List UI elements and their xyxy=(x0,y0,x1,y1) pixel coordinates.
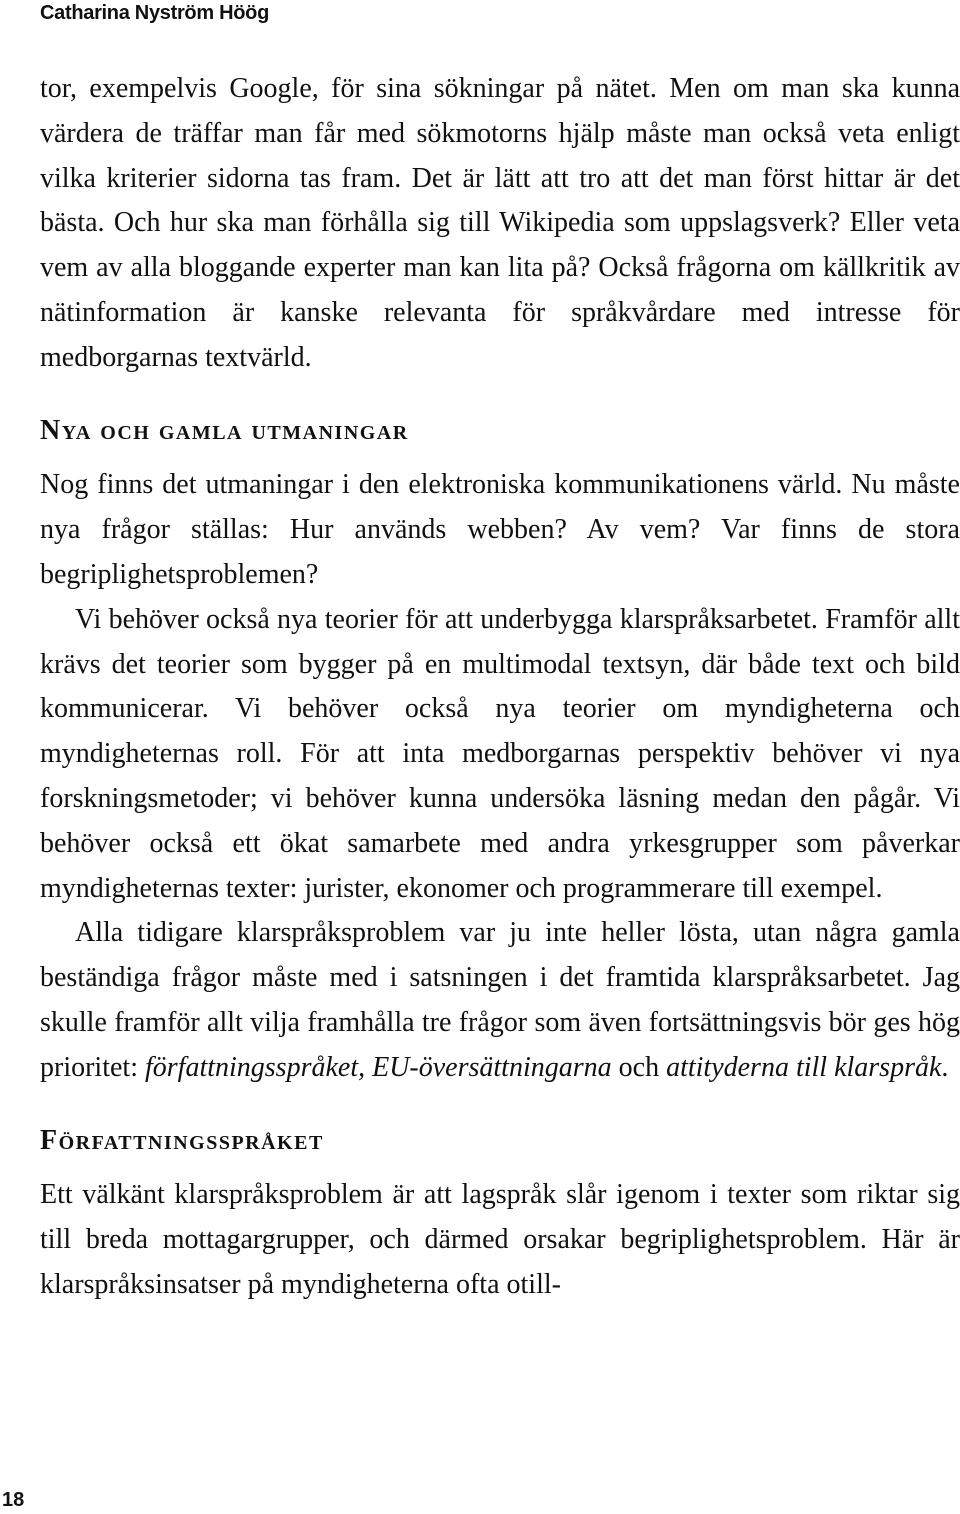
paragraph-klarsprak-fragor xyxy=(40,911,960,1090)
section-heading-forfattningsspraket: Författningsspråket xyxy=(40,1124,324,1156)
emphasis-attityderna: attityderna till klarspråk xyxy=(666,1051,942,1083)
paragraph-intro: tor, exempelvis Google, för sina sökningar på nätet. Men om man ska kunna värdera de träffar man får med sökmotorns hjälp måste man också veta enligt vilka kriterier sidorna tas fram. Det är lätt att tro att det man först hittar är det bästa. Och hur ska man förhålla sig till Wikipedia som uppslagsverk? Eller veta vem av alla bloggande experter man kan lita på? Också frågorna om källkritik av nätinformation är kanske relevanta för språkvårdare med intresse för medborgarnas textvärld. xyxy=(40,73,960,373)
paragraph-klarsprak-fragor-end: . xyxy=(941,1051,949,1083)
page-number: 18 xyxy=(2,1489,25,1511)
paragraph-utmaningar: Nog finns det utmaningar i den elektroniska kommunikationens värld. Nu måste nya frågor ställas: Hur används webben? Av vem? Var finns de stora begriplighetsproblemen? xyxy=(40,469,960,590)
running-header-author: Catharina Nyström Höög xyxy=(40,2,269,24)
emphasis-forfattningssprak-eu: författningsspråket, EU-översättningarna xyxy=(144,1051,612,1083)
body-text xyxy=(40,67,960,1308)
paragraph-lagsprak: Ett välkänt klarspråksproblem är att lagspråk slår igenom i texter som riktar sig till breda mottagargrupper, och därmed orsakar begriplighetsproblem. Här är klarspråksinsatser på myndigheterna ofta otill- xyxy=(40,1179,960,1300)
paragraph-klarsprak-fragor-start: Alla tidigare klarspråksproblem var ju inte heller lösta, utan några gamla beständiga frågor måste med i satsningen i det framtida klarspråksarbetet. Jag skulle framför allt vilja framhålla tre frågor som även fortsättningsvis bör ges hög prioritet: xyxy=(40,917,960,1083)
section-heading-nya-och-gamla-utmaningar: Nya och gamla utmaningar xyxy=(40,414,409,446)
paragraph-teorier: Vi behöver också nya teorier för att underbygga klarspråksarbetet. Framför allt krävs det teorier som bygger på en multimodal textsyn, där både text och bild kommunicerar. Vi behöver också nya teorier om myndigheterna och myndigheternas roll. För att inta medborgarnas perspektiv behöver vi nya forskningsmetoder; vi behöver kunna undersöka läsning medan den pågår. Vi behöver också ett ökat samarbete med andra yrkesgrupper som påverkar myndigheternas texter: jurister, ekonomer och programmerare till exempel. xyxy=(40,603,960,904)
paragraph-klarsprak-fragor-mid: och xyxy=(611,1051,667,1083)
